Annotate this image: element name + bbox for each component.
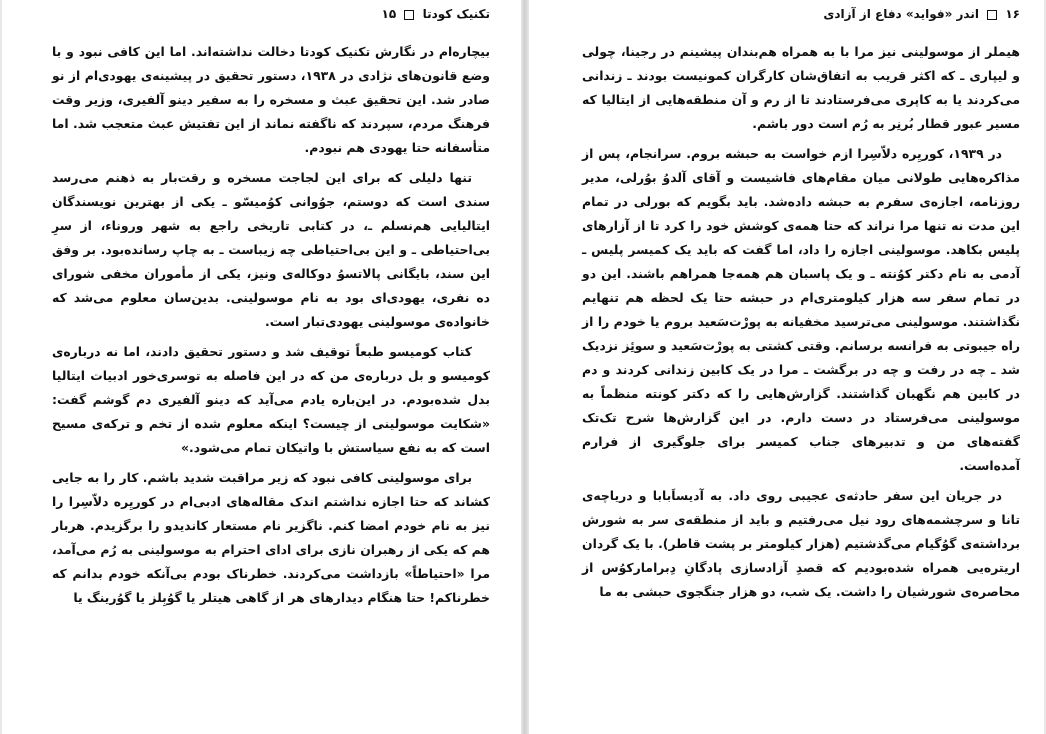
paragraph: در ۱۹۳۹، کوریِره دلاّسِرا ازم خواست به حبشه بروم. سرانجام، پس از مذاکره‌هایی طولانی میان مقام‌های فاشیست و آقای آلدوُ بوُرلی، مدیر روزنامه، اجازه‌ی سفرم به حبشه داده‌شد. باید بگویم که بورلی در تمام این مدت نه تنها مرا نراند که حتا همه‌ی کوشش خود را کرد تا از آزارهای پلیس بکاهد. موسولینی اجازه را داد، اما گفت که باید یک کمیسر پلیس ـ آدمی به نام دکتر کوُنته ـ و یک پاسبان هم همه‌جا همراهم باشند. این دو در تمام سفر سه هزار کیلومتری‌ام در حبشه حتا یک لحظه هم تنهایم نگذاشتند. موسولینی می‌ترسید مخفیانه به پورْت‌سَعید بروم یا خودم را از راه جیبوتی به فرانسه برسانم. وقتی کشتی به پورْت‌سَعید و سوئِز نزدیک شد ـ چه در رفت و چه در برگشت ـ مرا در یک کابین زندانی کردند و دم در کابین هم نگهبان گذاشتند. گزارش‌هایی را که دکتر کونته منظماً به موسولینی می‌فرستاد در دست دارم. در این گزارش‌ها شرح تک‌تک گفته‌های من و تدبیرهای جناب کمیسر برای جلوگیری از فرارم آمده‌است. [582,146,1020,473]
left-header-title-group [382,7,490,21]
book-gutter [521,0,529,734]
right-header-title: اندر «فواید» دفاع از آزادی [823,7,979,21]
header-square-icon [987,10,997,20]
left-page-body [52,40,490,616]
right-page-body [582,40,1020,610]
page-edge-left [0,0,2,734]
right-header-title-group [823,7,1020,21]
right-page-number: ۱۶ [1005,7,1020,21]
left-page-number: ۱۵ [381,7,397,21]
paragraph: بیچاره‌ام در نگارش تکنیک کودتا دخالت نداشته‌اند. اما این کافی نبود و با وضع قانون‌های نژادی در ۱۹۳۸، دستور تحقیق در پیشینه‌ی یهودی‌ام از نو صادر شد. این تحقیق عبث و مسخره را به سفیر دینو آلفیری، وزیر وقت فرهنگ مردم، سپردند که ناگفته نماند از این تفتیش عبث متعجب شد. اما متأسفانه حتا یهودی هم نبودم. [52,44,490,155]
paragraph: برای موسولینی کافی نبود که زیر مراقبت شدید باشم. کار را به جایی کشاند که حتا اجازه نداشتم اندک مقاله‌های ادبی‌ام در کوریِره دلاّسِرا را نیز به نام خودم امضا کنم. ناگزیر نام مستعار کاندیدو را برگزیدم. هربار هم که یکی از رهبران نازی برای ادای احترام به موسولینی به رُم می‌آمد، مرا «احتیاطاً» بازداشت می‌کردند. خطرناک بودم بی‌آنکه خودم بدانم که خطرناکم! حتا هنگام دیدارهای هر از گاهی هیتلر یا گوُبِلز یا گوُرینگ یا [52,470,490,605]
left-header-title: تکنیک کودتا [422,7,490,21]
paragraph: کتاب کومیسو طبعاً توقیف شد و دستور تحقیق دادند، اما نه درباره‌ی کومیسو و بل درباره‌ی من که در این فاصله به توسری‌خور ادبیات ایتالیا بدل شده‌بودم. در این‌باره یادم می‌آید که دینو آلفیری دم گوشم گفت: «شکایت موسولینی از چیست؟ اینکه معلوم شده از تخم و ترکه‌ی مسیح است که به نفع سیاستش با واتیکان تمام می‌شود.» [52,344,490,455]
paragraph: در جریان این سفر حادثه‌ی عجیبی روی داد. به آدیساَبابا و دریاچه‌ی تانا و سرچشمه‌های رود نیل می‌رفتیم و باید از منطقه‌ی سر به شورش برداشته‌ی گوُگیام می‌گذشتیم (هزار کیلومتر بر پشت قاطر). با یک گردان اریتره‌یی همراه شده‌بودیم که قصدِ آزادسازی پادگانِ دِبرامارکوُس از محاصره‌ی شورشیان را داشت. یک شب، دو هزار جنگجوی حبشی به ما [582,488,1020,599]
header-square-icon [404,10,414,20]
right-page-header [582,5,1020,23]
left-page [52,0,490,734]
paragraph: تنها دلیلی که برای این لجاجت مسخره و رقت‌بار به ذهنم می‌رسد سندی است که دوستم، جوُوانی کوُمیسّو ـ یکی از بهترین نویسندگان ایتالیایی هم‌نسلم ـ، در کتابی تاریخی راجع به شهر وروناء، از سرِ بی‌احتیاطی ـ و این بی‌احتیاطی چه زیباست ـ به چاپ رسانده‌بود. بر وفق این سند، بایگانی پالاتسوُ دوکاله‌ی ونیز، یکی از مأموران مخفی شورای ده نفری، یهودی‌ای بود به نام موسولینی. بدین‌سان معلوم می‌شد که خانواده‌ی موسولینی یهودی‌تبار است. [52,170,490,329]
right-page [582,0,1020,734]
paragraph: هیملر از موسولینی نیز مرا با به همراه هم‌بندان پیشینم در رجینا، چولی و لیپاری ـ که اکثر قریب به اتفاق‌شان کارگران کمونیست بودند ـ زندانی می‌کردند یا به کاپری می‌فرستادند تا از رم و آن منطقه‌هایی از ایتالیا که مسیر عبور قطار بُرنِر به رُم است دور باشم. [582,44,1020,131]
left-page-header [52,5,490,23]
